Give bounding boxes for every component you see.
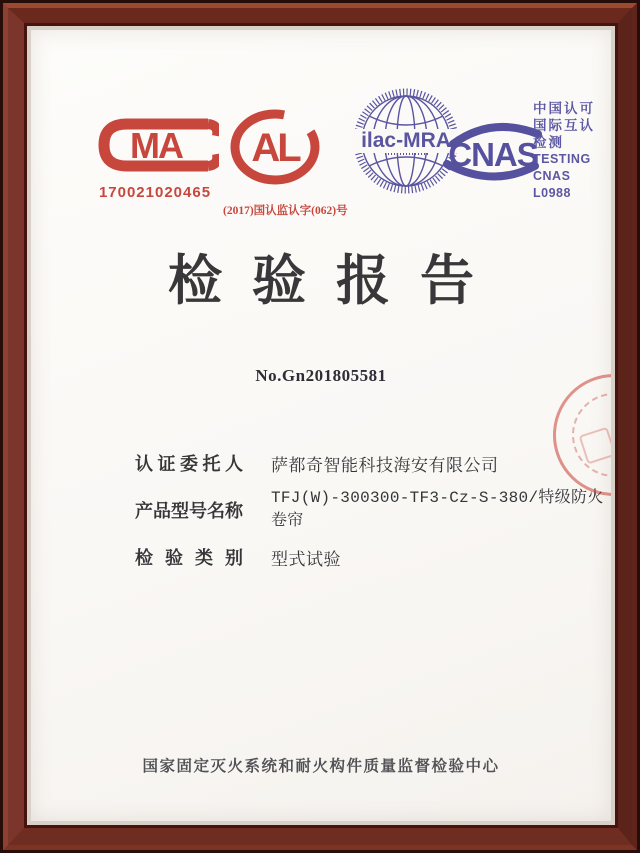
report-number: No.Gn201805581 [255, 366, 387, 385]
field-row-client [135, 450, 605, 476]
cnas-icon [443, 120, 543, 184]
cma-number: 170021020465 [98, 184, 212, 201]
cnas-caption-line: TESTING [533, 152, 591, 166]
fields-block [135, 450, 605, 581]
cnas-caption-line: 国际互认 [533, 118, 595, 133]
issuer-name: 国家固定灭火系统和耐火构件质量监督检验中心 [142, 758, 500, 775]
cnas-caption-line: 检测 [533, 135, 564, 150]
cma-mark [91, 116, 219, 201]
cnas-caption [533, 100, 611, 202]
field-value: 萨都奇智能科技海安有限公司 [271, 455, 499, 475]
cnas-caption-line: CNAS L0988 [533, 169, 571, 200]
cnas-caption-line: 中国认可 [533, 101, 595, 116]
svg-text:AL: AL [251, 126, 299, 170]
field-row-type [135, 544, 605, 570]
svg-text:MA: MA [130, 125, 182, 166]
field-row-model [135, 487, 605, 533]
report-title: 检验报告 [168, 251, 504, 311]
cma-icon [91, 116, 219, 174]
field-value: TFJ(W)-300300-TF3-Cz-S-380/特级防火卷帘 [271, 489, 604, 531]
cal-mark [223, 108, 348, 218]
field-label: 认证委托人 [135, 454, 243, 474]
cal-icon [225, 108, 325, 188]
svg-text:ilac-MRA: ilac-MRA [361, 129, 451, 152]
field-label: 产品型号名称 [135, 501, 243, 522]
cnas-mark [443, 120, 543, 189]
cal-caption: (2017)国认监认字(062)号 [223, 205, 348, 217]
field-value: 型式试验 [271, 549, 341, 569]
certificate-paper [31, 30, 611, 821]
svg-text:CNAS: CNAS [448, 136, 538, 173]
field-label: 检验类别 [135, 548, 243, 569]
